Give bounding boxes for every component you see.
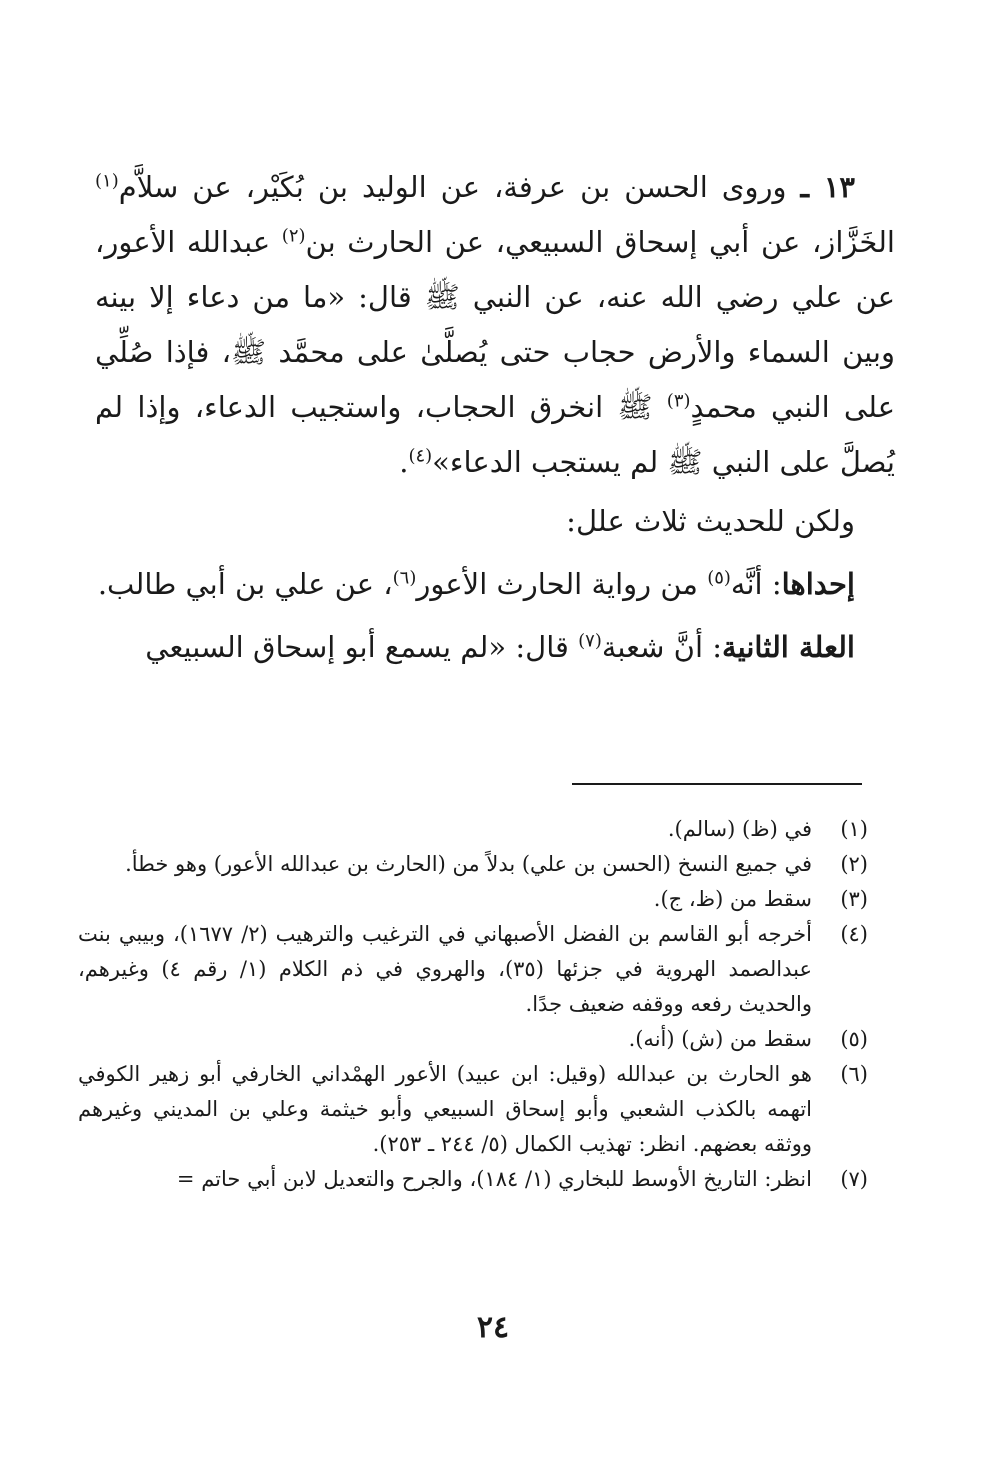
hadith-number: ١٣ ـ <box>800 170 855 204</box>
hadith-text-4: ﷺ انخرق الحجاب، واستجيب الدعاء، وإذا لم يُصلَّ على النبي ﷺ لم يستجب الدعاء» <box>95 390 895 479</box>
hadith-text-1: وروى الحسن بن عرفة، عن الوليد بن بُكَيْر، عن سلاَّم <box>118 170 801 204</box>
footnote-text: في (ظ) (سالم). <box>667 817 812 841</box>
hadith-text-2: الخَزَّاز، عن أبي إسحاق السبيعي، عن الحارث بن <box>305 225 895 259</box>
footnote-number: (٧) <box>840 1167 868 1191</box>
footnote-item <box>78 917 868 1022</box>
footnote-ref-1[interactable]: (١) <box>95 170 119 192</box>
page-number: ٢٤ <box>476 1310 510 1345</box>
footnote-text: سقط من (ظ، ج). <box>653 887 812 911</box>
footnotes <box>78 812 868 1197</box>
footnote-ref-6[interactable]: (٦) <box>392 567 417 589</box>
footnote-number: (٥) <box>840 1027 868 1051</box>
footnote-number: (١) <box>840 817 868 841</box>
footnote-ref-2[interactable]: (٢) <box>281 225 306 247</box>
footnote-item <box>78 1022 868 1057</box>
main-text <box>95 160 895 675</box>
footnote-ref-7[interactable]: (٧) <box>578 630 602 652</box>
illah-first-text-3: ، عن علي بن أبي طالب. <box>97 567 393 601</box>
footnote-text: في جميع النسخ (الحسن بن علي) بدلاً من (الحارث بن عبدالله الأعور) وهو خطأ. <box>125 852 812 876</box>
footnote-text: انظر: التاريخ الأوسط للبخاري (١/ ١٨٤)، والجرح والتعديل لابن أبي حاتم = <box>176 1167 812 1191</box>
illah-first-label: إحداها <box>781 567 855 601</box>
illah-first-paragraph <box>95 557 895 612</box>
footnote-text: أخرجه أبو القاسم بن الفضل الأصبهاني في الترغيب والترهيب (٢/ ١٦٧٧)، وبيبي بنت عبدالصمد الهروية في جزئها (٣٥)، والهروي في ذم الكلام (١/ رقم ٤) وغيرهم، والحديث رفعه ووقفه ضعيف جدًا. <box>78 922 812 1016</box>
footnote-ref-5[interactable]: (٥) <box>707 567 731 589</box>
footnote-number: (٤) <box>840 922 868 946</box>
illah-second-text-1: : أنَّ شعبة <box>601 630 723 664</box>
footnote-item <box>78 812 868 847</box>
hadith-text-5: . <box>399 445 409 479</box>
footnote-divider <box>572 783 862 785</box>
illah-second-text-2: قال: «لم يسمع أبو إسحاق السبيعي <box>145 630 579 664</box>
illah-second-label: العلة الثانية <box>722 630 855 664</box>
footnote-number: (٦) <box>840 1062 868 1086</box>
footnote-number: (٣) <box>840 887 868 911</box>
footnote-text: سقط من (ش) (أنه). <box>628 1027 812 1051</box>
footnote-item <box>78 847 868 882</box>
intro-line: ولكن للحديث ثلاث علل: <box>566 504 855 538</box>
footnote-item <box>78 1057 868 1162</box>
hadith-text-3: عبدالله الأعور، عن علي رضي الله عنه، عن النبي ﷺ قال: «ما من دعاء إلا بينه وبين السماء والأرض حجاب حتى يُصلَّىٰ على محمَّد ﷺ، فإذا صُلِّي على النبي محمدٍ <box>95 225 895 424</box>
footnote-ref-4[interactable]: (٤) <box>408 445 433 467</box>
footnote-ref-3[interactable]: (٣) <box>666 390 691 412</box>
footnote-number: (٢) <box>840 852 868 876</box>
hadith-paragraph <box>95 160 895 490</box>
footnote-item <box>78 1162 868 1197</box>
illah-first-text-2: من رواية الحارث الأعور <box>416 567 708 601</box>
footnote-text: هو الحارث بن عبدالله (وقيل: ابن عبيد) الأعور الهمْداني الخارفي أبو زهير الكوفي اتهمه بالكذب الشعبي وأبو إسحاق السبيعي وأبو خيثمة وعلي بن المديني وغيرهم ووثقه بعضهم. انظر: تهذيب الكمال (٥/ ٢٤٤ ـ ٢٥٣). <box>78 1062 812 1156</box>
footnote-item <box>78 882 868 917</box>
illah-first-text-1: : أنَّه <box>730 567 782 601</box>
illah-second-paragraph <box>95 620 895 675</box>
